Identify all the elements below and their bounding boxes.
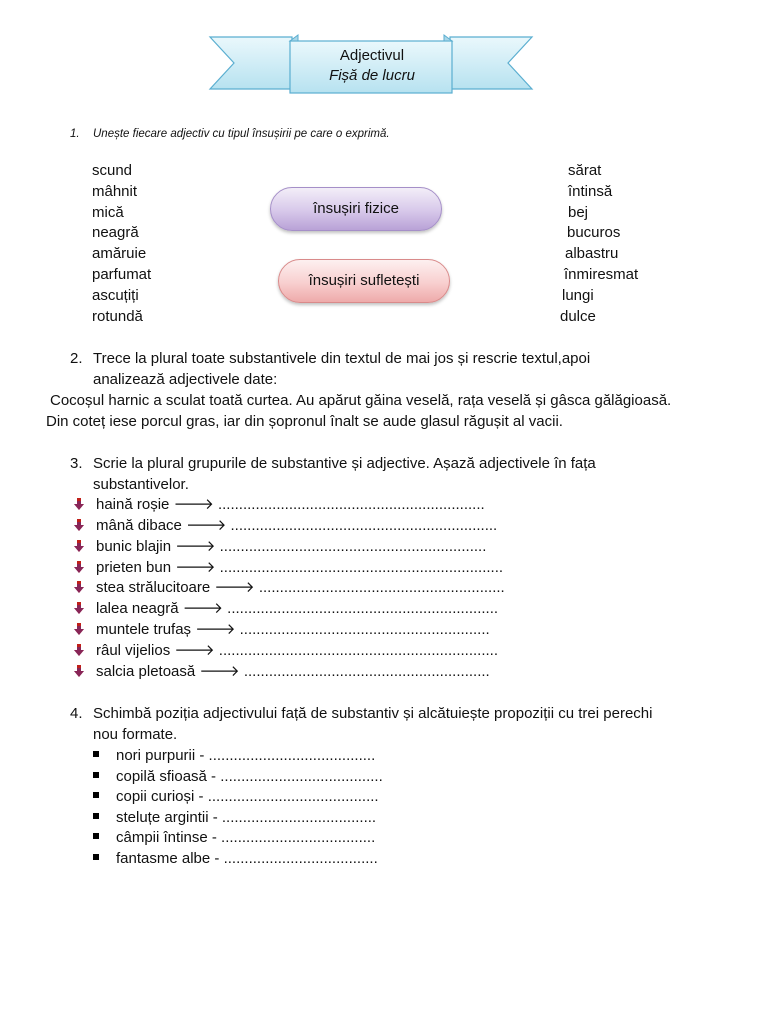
- page-title: Adjectivul: [339, 47, 405, 64]
- answer-blank[interactable]: ...........................................................: [258, 579, 505, 597]
- left-word: scund: [92, 162, 133, 179]
- task4-item-text: fantasme albe -: [116, 850, 220, 867]
- task3-item: [74, 557, 503, 578]
- left-word: mică: [92, 203, 124, 221]
- answer-blank[interactable]: .................................................................: [227, 600, 499, 618]
- task3-item-text: bunic blajin: [96, 537, 172, 555]
- task3-item-text: haină roșie: [96, 496, 170, 513]
- task2-instruction-line2: analizează adjectivele date:: [93, 371, 278, 388]
- task3-instruction-line2: substantivelor.: [93, 476, 189, 493]
- task1-number: 1.: [70, 128, 80, 140]
- task3-item: [74, 640, 498, 661]
- task3-item: [74, 577, 505, 598]
- task1-instruction-text: Unește fiecare adjectiv cu tipul însușirii pe care o exprimă.: [93, 128, 390, 140]
- arrow-bullet-icon: [74, 578, 84, 590]
- task3-item-text: râul vijelios: [96, 641, 171, 659]
- task2-text-line2: Din coteț iese porcul gras, iar din șopronul înalt se aude glasul răgușit al vacii.: [46, 413, 563, 430]
- arrow-bullet-icon: [74, 599, 84, 611]
- right-word: bej: [568, 203, 589, 221]
- task1-right-words: [560, 161, 638, 327]
- right-arrow-icon: 🡒: [175, 558, 216, 576]
- task4-item-text: copilă sfioasă -: [116, 767, 217, 785]
- task2-text-line1: Cocoșul harnic a sculat toată curtea. Au apărut găina veselă, rața veselă și gâsca gălăgioasă.: [50, 392, 672, 409]
- arrow-bullet-icon: [74, 495, 84, 507]
- right-arrow-icon: 🡒: [174, 641, 215, 659]
- square-bullet-icon: [93, 772, 99, 778]
- task4-item: [93, 848, 378, 869]
- answer-blank[interactable]: .....................................: [221, 808, 377, 826]
- task3-item: [74, 536, 486, 557]
- task3-item: [74, 598, 498, 619]
- task3-item-text: salcia pletoasă: [96, 662, 196, 680]
- task2-instruction-line1: Trece la plural toate substantivele din textul de mai jos și rescrie textul,apoi: [93, 350, 591, 367]
- left-word: parfumat: [92, 265, 152, 283]
- left-word: mâhnit: [92, 182, 138, 200]
- right-arrow-icon: 🡒: [214, 579, 255, 597]
- left-word: rotundă: [92, 307, 143, 325]
- task3-item: [74, 515, 497, 536]
- task3-item-text: lalea neagră: [96, 600, 179, 618]
- task4-item: [93, 745, 375, 766]
- square-bullet-icon: [93, 792, 99, 798]
- task4-item: [93, 786, 379, 807]
- answer-blank[interactable]: ................................................................: [219, 537, 487, 555]
- square-bullet-icon: [93, 751, 99, 757]
- arrow-bullet-icon: [74, 537, 84, 549]
- task3-instruction-line1: Scrie la plural grupurile de substantive și adjective. Așază adjectivele în fața: [93, 455, 596, 472]
- square-bullet-icon: [93, 833, 99, 839]
- task4-item: [93, 766, 383, 787]
- right-arrow-icon: 🡒: [173, 496, 214, 513]
- task3-item-text: mână dibace: [96, 516, 182, 534]
- square-bullet-icon: [93, 854, 99, 860]
- right-word: albastru: [565, 245, 619, 263]
- task4-item-text: steluțe argintii -: [116, 808, 218, 826]
- answer-blank[interactable]: ................................................................: [230, 516, 498, 534]
- answer-blank[interactable]: .....................................: [221, 829, 376, 847]
- task3-item: [74, 494, 485, 515]
- task3-item: [74, 661, 490, 682]
- task3-item: [74, 619, 490, 640]
- category-soul: însușiri sufletești: [278, 259, 450, 303]
- answer-blank[interactable]: .......................................: [220, 767, 383, 785]
- task2-number: 2.: [70, 350, 83, 367]
- task4-instruction: [70, 703, 652, 745]
- arrow-bullet-icon: [74, 558, 84, 570]
- category-physical: însușiri fizice: [270, 187, 442, 231]
- answer-blank[interactable]: ...................................................................: [218, 641, 499, 659]
- task3-item-text: stea strălucitoare: [96, 579, 211, 597]
- page-subtitle: Fișă de lucru: [329, 67, 415, 84]
- task4-instruction-line1: Schimbă poziția adjectivului față de substantiv și alcătuiește propoziții cu trei perechi: [93, 705, 653, 722]
- answer-blank[interactable]: .....................................: [223, 850, 378, 867]
- right-word: întinsă: [568, 182, 613, 200]
- task1-left-words: [92, 161, 151, 327]
- task4-item: [93, 827, 375, 848]
- task3-item-text: muntele trufaș: [96, 621, 192, 639]
- task4-item-text: nori purpurii -: [116, 747, 205, 764]
- answer-blank[interactable]: .........................................: [207, 788, 379, 806]
- arrow-bullet-icon: [74, 516, 84, 528]
- right-word: sărat: [568, 162, 602, 179]
- answer-blank[interactable]: ...........................................................: [243, 662, 490, 680]
- right-arrow-icon: 🡒: [175, 537, 216, 555]
- answer-blank[interactable]: ................................................................: [217, 496, 485, 513]
- task4-item-text: câmpii întinse -: [116, 829, 217, 847]
- task1-instruction: [70, 128, 390, 140]
- answer-blank[interactable]: ........................................: [208, 747, 376, 764]
- right-arrow-icon: 🡒: [199, 662, 240, 680]
- left-word: ascuțiți: [92, 286, 139, 304]
- task2-instruction: [70, 348, 590, 390]
- right-arrow-icon: 🡒: [186, 516, 227, 534]
- right-word: lungi: [562, 286, 594, 304]
- right-word: dulce: [560, 307, 596, 325]
- task4-instruction-line2: nou formate.: [93, 726, 178, 743]
- answer-blank[interactable]: ............................................................: [239, 621, 490, 639]
- square-bullet-icon: [93, 813, 99, 819]
- task4-item: [93, 807, 376, 828]
- left-word: neagră: [92, 224, 139, 242]
- task3-instruction: [70, 453, 596, 495]
- arrow-bullet-icon: [74, 662, 84, 674]
- arrow-bullet-icon: [74, 641, 84, 653]
- arrow-bullet-icon: [74, 620, 84, 632]
- right-word: bucuros: [567, 224, 621, 242]
- task4-item-text: copii curioși -: [116, 788, 204, 806]
- task3-item-text: prieten bun: [96, 558, 172, 576]
- right-arrow-icon: 🡒: [182, 600, 223, 618]
- right-word: înmiresmat: [564, 265, 639, 283]
- task4-number: 4.: [70, 705, 83, 722]
- left-word: amăruie: [92, 245, 147, 263]
- task3-number: 3.: [70, 455, 83, 472]
- answer-blank[interactable]: ....................................................................: [219, 558, 504, 576]
- right-arrow-icon: 🡒: [195, 621, 236, 639]
- title-block: [292, 46, 452, 86]
